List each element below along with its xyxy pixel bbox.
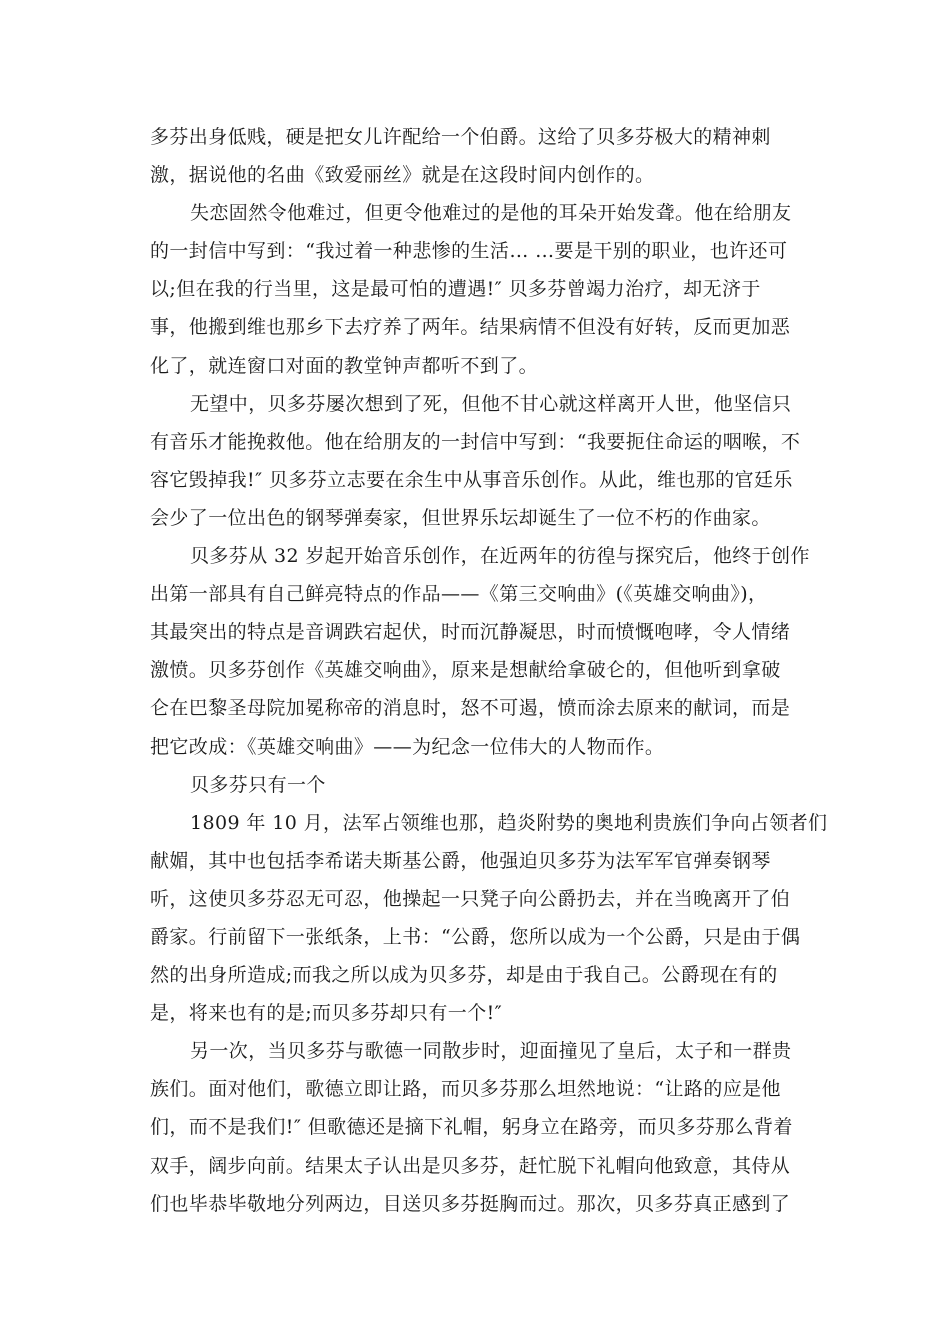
text-line: 以;但在我的行当里，这是最可怕的遭遇!″ 贝多芬曾竭力治疗，却无济于 [150,278,761,301]
text-line: 听，这使贝多芬忍无可忍，他操起一只凳子向公爵扔去，并在当晚离开了伯 [150,887,791,910]
text-line: 双手，阔步向前。结果太子认出是贝多芬，赶忙脱下礼帽向他致意，其侍从 [150,1154,791,1177]
text-line: 事，他搬到维也那乡下去疗养了两年。结果病情不但没有好转，反而更加恶 [150,316,791,339]
text-line: 激愤。贝多芬创作《英雄交响曲》，原来是想献给拿破仑的，但他听到拿破 [150,659,781,682]
text-line: 的一封信中写到：“我过着一种悲惨的生活… …要是干别的职业，也许还可 [150,240,788,263]
text-line: 贝多芬从 32 岁起开始音乐创作，在近两年的彷徨与探究后，他终于创作 [190,545,810,568]
text-line: 1809 年 10 月，法军占领维也那，趋炎附势的奥地利贵族们争向占领者们 [190,811,828,834]
text-line: 出第一部具有自己鲜亮特点的作品——《第三交响曲》(《英雄交响曲》)， [150,583,768,606]
text-line: 会少了一位出色的钢琴弹奏家，但世界乐坛却诞生了一位不朽的作曲家。 [150,506,771,529]
text-line: 其最突出的特点是音调跌宕起伏，时而沉静凝思，时而愤慨咆哮，令人情绪 [150,621,791,644]
text-line: 多芬出身低贱，硬是把女儿许配给一个伯爵。这给了贝多芬极大的精神刺 [150,126,771,148]
text-line: 贝多芬只有一个 [190,773,326,796]
text-line: 然的出身所造成;而我之所以成为贝多芬，却是由于我自己。公爵现在有的 [150,964,778,987]
text-line: 容它毁掉我!″ 贝多芬立志要在余生中从事音乐创作。从此，维也那的官廷乐 [150,468,793,491]
text-line: 是，将来也有的是;而贝多芬却只有一个!″ [150,1002,503,1025]
text-line: 有音乐才能挽救他。他在给朋友的一封信中写到：“我要扼住命运的咽喉，不 [150,430,801,453]
text-line: 把它改成：《英雄交响曲》——为纪念一位伟大的人物而作。 [150,735,665,758]
text-line: 仑在巴黎圣母院加冕称帝的消息时，怒不可遏，愤而涂去原来的献词，而是 [150,697,791,720]
text-line: 们，而不是我们!″ 但歌德还是摘下礼帽，躬身立在路旁，而贝多芬那么背着 [150,1116,793,1139]
text-line: 失恋固然令他难过，但更令他难过的是他的耳朵开始发聋。他在给朋友 [190,202,792,225]
text-line: 献媚，其中也包括李希诺夫斯基公爵，他强迫贝多芬为法军军官弹奏钢琴 [150,849,771,872]
text-line: 化了，就连窗口对面的教堂钟声都听不到了。 [150,354,539,377]
text-line: 无望中，贝多芬屡次想到了死，但他不甘心就这样离开人世，他坚信只 [190,392,792,415]
text-line: 另一次，当贝多芬与歌德一同散步时，迎面撞见了皇后，太子和一群贵 [190,1040,792,1063]
text-line: 族们。面对他们，歌德立即让路，而贝多芬那么坦然地说：“让路的应是他 [150,1078,781,1101]
article-body [150,118,828,1223]
text-line: 们也毕恭毕敬地分列两边，目送贝多芬挺胸而过。那次，贝多芬真正感到了 [150,1192,791,1215]
text-line: 爵家。行前留下一张纸条，上书：“公爵，您所以成为一个公爵，只是由于偶 [150,925,801,948]
text-line: 激，据说他的名曲《致爱丽丝》就是在这段时间内创作的。 [150,164,655,187]
